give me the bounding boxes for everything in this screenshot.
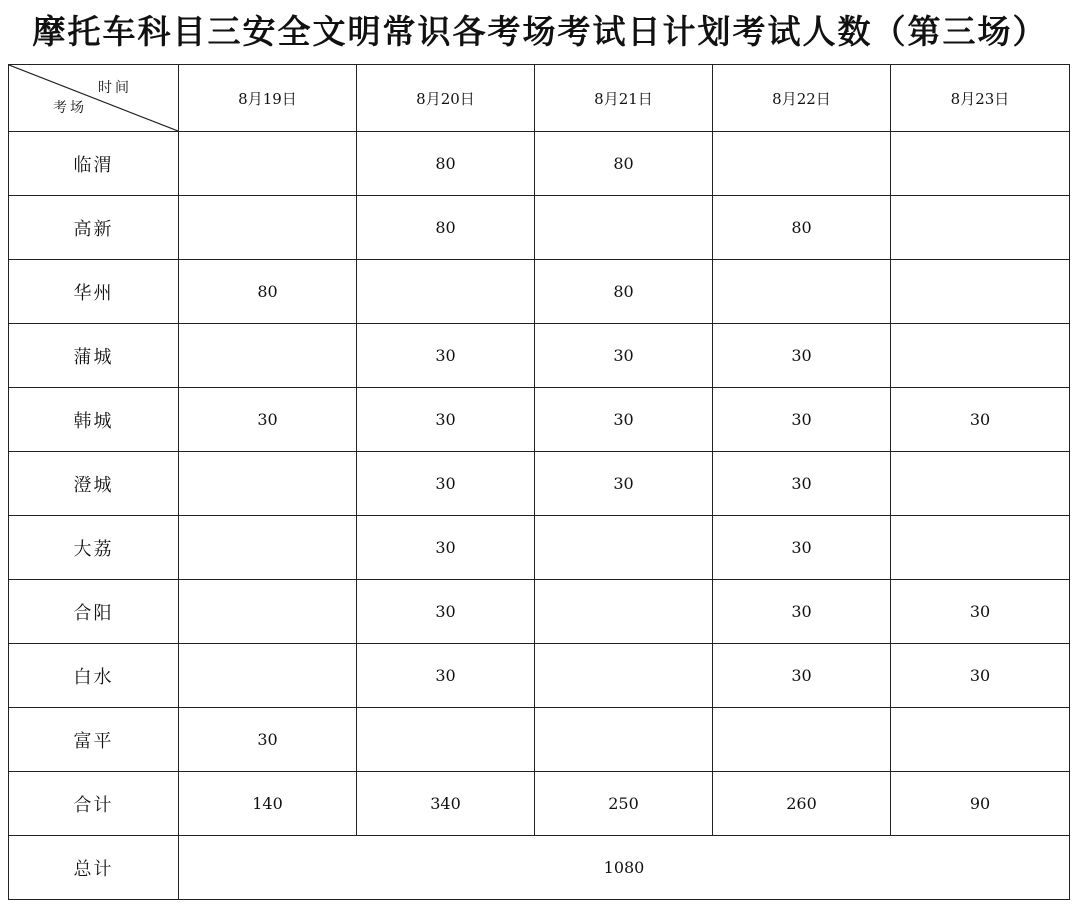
count-cell: 80 [357, 132, 535, 196]
table-row [9, 452, 1070, 516]
grand-total-value: 1080 [179, 836, 1070, 900]
count-cell [713, 708, 891, 772]
diagonal-divider [9, 65, 178, 131]
count-cell [179, 580, 357, 644]
count-cell [535, 644, 713, 708]
count-cell [179, 324, 357, 388]
count-cell: 30 [891, 580, 1070, 644]
corner-venue-label: 考场 [53, 100, 87, 116]
venue-cell: 合阳 [9, 580, 179, 644]
table-row [9, 132, 1070, 196]
table-row [9, 388, 1070, 452]
subtotal-cell: 90 [891, 772, 1070, 836]
count-cell: 30 [179, 388, 357, 452]
count-cell [535, 708, 713, 772]
count-cell: 30 [357, 516, 535, 580]
venue-cell: 富平 [9, 708, 179, 772]
table-row [9, 196, 1070, 260]
count-cell [535, 580, 713, 644]
date-header: 8月20日 [357, 65, 535, 132]
count-cell [357, 708, 535, 772]
table-row [9, 516, 1070, 580]
count-cell [179, 132, 357, 196]
venue-cell: 韩城 [9, 388, 179, 452]
corner-header-cell [9, 65, 179, 132]
count-cell [535, 516, 713, 580]
table-row [9, 324, 1070, 388]
count-cell [891, 516, 1070, 580]
venue-cell: 白水 [9, 644, 179, 708]
count-cell: 30 [357, 452, 535, 516]
venue-cell: 蒲城 [9, 324, 179, 388]
subtotal-cell: 260 [713, 772, 891, 836]
count-cell: 30 [535, 324, 713, 388]
subtotal-cell: 140 [179, 772, 357, 836]
venue-cell: 临渭 [9, 132, 179, 196]
count-cell [535, 196, 713, 260]
count-cell [713, 132, 891, 196]
exam-schedule-table [8, 64, 1070, 900]
count-cell: 30 [713, 388, 891, 452]
header-row [9, 65, 1070, 132]
date-header: 8月19日 [179, 65, 357, 132]
count-cell: 30 [179, 708, 357, 772]
table-row [9, 260, 1070, 324]
count-cell: 30 [891, 388, 1070, 452]
count-cell [891, 452, 1070, 516]
count-cell: 30 [357, 644, 535, 708]
count-cell [357, 260, 535, 324]
count-cell [891, 196, 1070, 260]
count-cell: 80 [535, 260, 713, 324]
total-row [9, 836, 1070, 900]
count-cell: 30 [357, 580, 535, 644]
date-header: 8月21日 [535, 65, 713, 132]
count-cell: 30 [891, 644, 1070, 708]
count-cell [891, 260, 1070, 324]
count-cell [713, 260, 891, 324]
count-cell: 30 [357, 388, 535, 452]
count-cell: 30 [713, 516, 891, 580]
subtotal-label: 合计 [9, 772, 179, 836]
count-cell [891, 324, 1070, 388]
count-cell: 30 [713, 644, 891, 708]
date-header: 8月23日 [891, 65, 1070, 132]
count-cell: 80 [713, 196, 891, 260]
subtotal-row [9, 772, 1070, 836]
count-cell [179, 644, 357, 708]
count-cell: 30 [357, 324, 535, 388]
count-cell [891, 708, 1070, 772]
venue-cell: 华州 [9, 260, 179, 324]
table-row [9, 580, 1070, 644]
total-label: 总计 [9, 836, 179, 900]
subtotal-cell: 340 [357, 772, 535, 836]
count-cell [179, 516, 357, 580]
count-cell [179, 452, 357, 516]
count-cell: 80 [179, 260, 357, 324]
count-cell: 30 [713, 580, 891, 644]
count-cell: 30 [713, 452, 891, 516]
count-cell: 30 [713, 324, 891, 388]
count-cell: 30 [535, 452, 713, 516]
count-cell [179, 196, 357, 260]
count-cell [891, 132, 1070, 196]
page-title: 摩托车科目三安全文明常识各考场考试日计划考试人数（第三场） [32, 12, 1048, 51]
venue-cell: 澄城 [9, 452, 179, 516]
count-cell: 80 [357, 196, 535, 260]
count-cell: 30 [535, 388, 713, 452]
subtotal-cell: 250 [535, 772, 713, 836]
date-header: 8月22日 [713, 65, 891, 132]
venue-cell: 高新 [9, 196, 179, 260]
table-row [9, 708, 1070, 772]
table-row [9, 644, 1070, 708]
corner-time-label: 时间 [98, 80, 132, 96]
count-cell: 80 [535, 132, 713, 196]
venue-cell: 大荔 [9, 516, 179, 580]
